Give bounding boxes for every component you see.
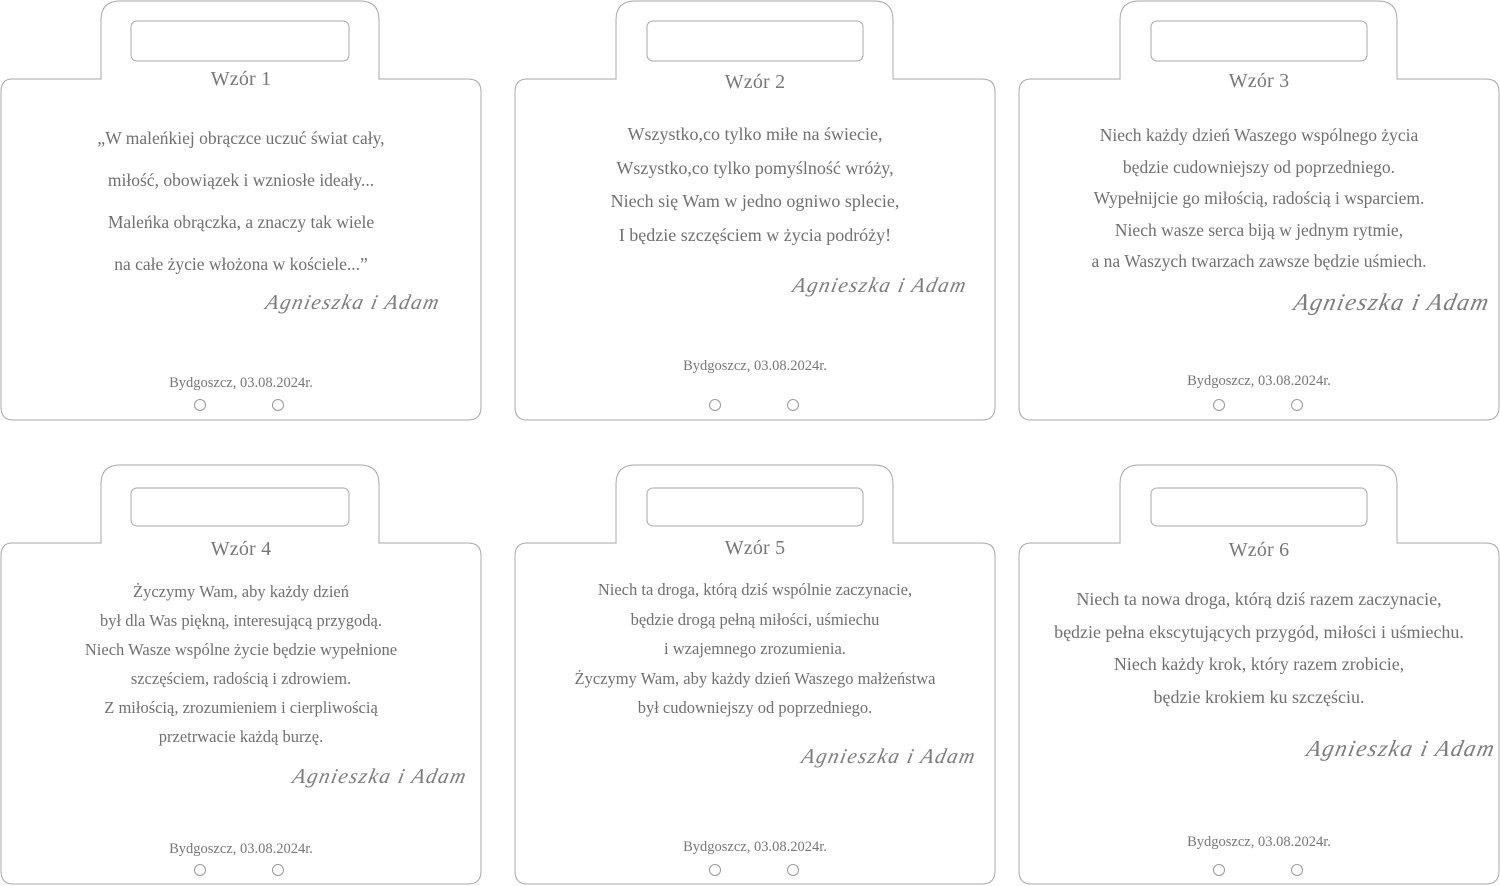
mount-hole-left	[709, 399, 721, 411]
card-wzor-6	[1018, 464, 1500, 886]
verse-line: będzie krokiem ku szczęściu.	[1153, 686, 1365, 707]
card-wzor-5	[514, 464, 996, 886]
card-verse	[0, 117, 482, 285]
mount-hole-right	[272, 864, 284, 876]
card-date: Bydgoszcz, 03.08.2024r.	[683, 358, 827, 374]
verse-line: Niech wasze serca biją w jednym rytmie,	[1114, 219, 1404, 240]
verse-line: Niech każdy dzień Waszego wspólnego życia	[1099, 125, 1419, 145]
signature: Agnieszka i Adam	[290, 764, 470, 788]
mount-hole-right	[272, 399, 284, 411]
verse-line: Wypełnijcie go miłością, radością i wsparciem.	[1093, 188, 1425, 208]
card-date: Bydgoszcz, 03.08.2024r.	[1187, 373, 1331, 389]
card-wzor-4	[0, 464, 482, 886]
mount-hole-right	[787, 864, 799, 876]
verse-line: Niech każdy krok, który razem zrobicie,	[1113, 654, 1405, 674]
verse-line: „W maleńkiej obrączce uczuć świat cały,	[97, 128, 385, 148]
card-verse	[1018, 583, 1500, 713]
verse-line: Wszystko,co tylko pomyślność wróży,	[616, 157, 894, 178]
signature: Agnieszka i Adam	[1304, 736, 1499, 761]
card-date: Bydgoszcz, 03.08.2024r.	[683, 839, 827, 855]
card-title: Wzór 3	[1228, 70, 1290, 92]
card-date: Bydgoszcz, 03.08.2024r.	[1187, 834, 1331, 850]
verse-line: będzie drogą pełną miłości, uśmiechu	[630, 609, 880, 629]
signature: Agnieszka i Adam	[799, 744, 979, 768]
mount-hole-left	[1213, 864, 1225, 876]
verse-line: i wzajemnego zrozumienia.	[664, 639, 846, 658]
verse-line: Niech ta droga, którą dziś wspólnie zaczynacie,	[597, 580, 913, 599]
card-date: Bydgoszcz, 03.08.2024r.	[169, 841, 313, 857]
verse-line: szczęściem, radością i zdrowiem.	[130, 669, 352, 688]
verse-line: był dla Was piękną, interesującą przygodą.	[100, 611, 382, 630]
signature: Agnieszka i Adam	[263, 290, 443, 314]
card-title: Wzór 1	[210, 68, 272, 90]
card-title: Wzór 5	[724, 537, 786, 559]
mount-hole-left	[194, 864, 206, 876]
mount-hole-left	[194, 399, 206, 411]
verse-line: a na Waszych twarzach zawsze będzie uśmiech.	[1091, 251, 1427, 271]
card-wzor-2	[514, 0, 996, 422]
signature: Agnieszka i Adam	[790, 273, 970, 297]
card-title: Wzór 4	[210, 538, 272, 560]
mount-hole-left	[1213, 399, 1225, 411]
signature: Agnieszka i Adam	[1291, 290, 1493, 316]
card-title: Wzór 2	[724, 71, 786, 93]
verse-line: będzie pełna ekscytujących przygód, miłości i uśmiechu.	[1054, 621, 1464, 642]
verse-line: był cudowniejszy od poprzedniego.	[637, 698, 873, 717]
mount-hole-right	[1291, 864, 1303, 876]
mount-hole-right	[1291, 399, 1303, 411]
verse-line: Maleńka obrączka, a znaczy tak wiele	[107, 212, 375, 232]
card-wzor-1	[0, 0, 482, 422]
verse-line: na całe życie włożona w kościele...”	[114, 254, 368, 274]
mount-hole-left	[709, 864, 721, 876]
verse-line: Niech ta nowa droga, którą dziś razem zaczynacie,	[1076, 589, 1442, 609]
verse-line: Z miłością, zrozumieniem i cierpliwością	[104, 698, 378, 717]
card-verse	[1018, 120, 1500, 278]
card-verse	[514, 118, 996, 252]
verse-line: miłość, obowiązek i wzniosłe ideały...	[107, 170, 375, 190]
card-verse	[0, 577, 482, 751]
verse-line: przetrwacie każdą burzę.	[158, 727, 324, 746]
verse-line: Niech Wasze wspólne życie będzie wypełnione	[84, 640, 398, 659]
card-wzor-3	[1018, 0, 1500, 422]
verse-line: Życzymy Wam, aby każdy dzień	[133, 582, 349, 601]
card-verse	[514, 575, 996, 723]
verse-line: Wszystko,co tylko miłe na świecie,	[627, 124, 883, 144]
mount-hole-right	[787, 399, 799, 411]
verse-line: Życzymy Wam, aby każdy dzień Waszego małżeństwa	[574, 668, 936, 688]
card-title: Wzór 6	[1228, 539, 1290, 561]
verse-line: I będzie szczęściem w życia podróży!	[618, 224, 892, 245]
card-date: Bydgoszcz, 03.08.2024r.	[169, 375, 313, 391]
verse-line: będzie cudowniejszy od poprzedniego.	[1122, 156, 1396, 177]
verse-line: Niech się Wam w jedno ogniwo splecie,	[610, 191, 900, 211]
